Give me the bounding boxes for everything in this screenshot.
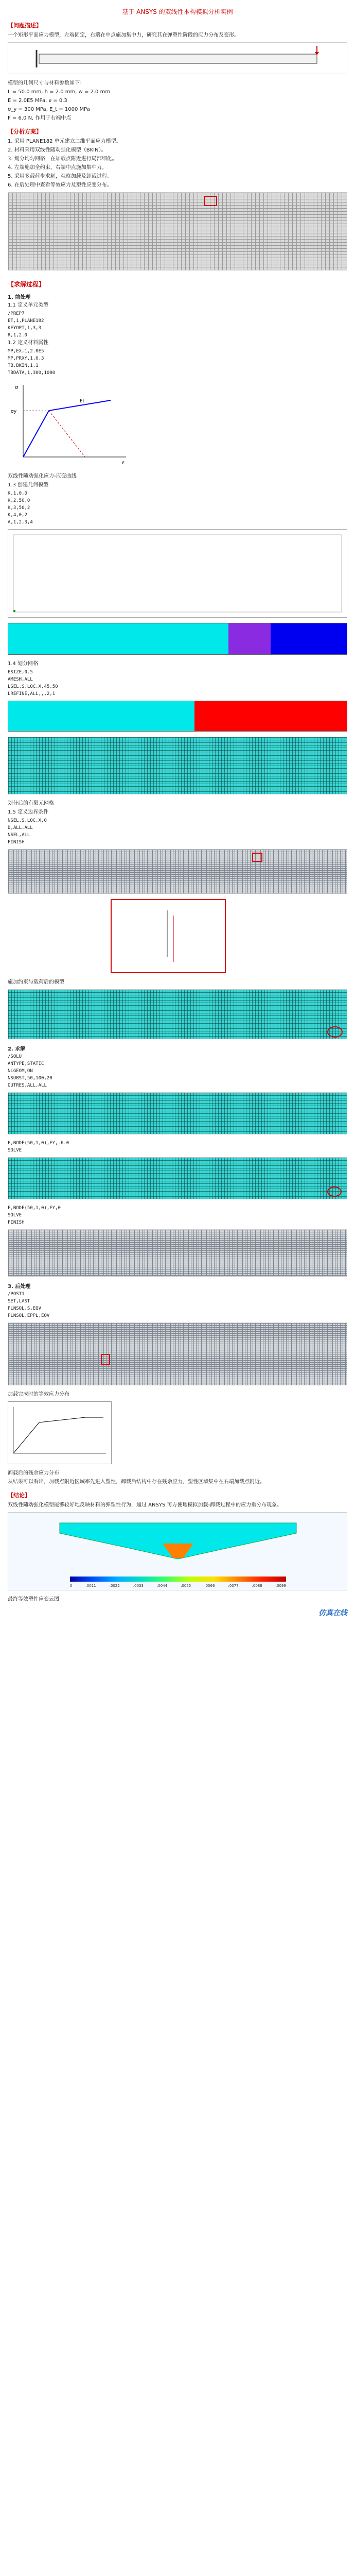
load-step-mesh-image	[8, 1092, 347, 1134]
contour-legend-bar	[70, 1577, 286, 1582]
code-line: OUTRES,ALL,ALL	[8, 1083, 47, 1088]
footer-logo: 仿真在线	[318, 1609, 347, 1617]
plastic-zone-highlight	[327, 1026, 343, 1038]
problem-heading: 【问题描述】	[8, 22, 42, 29]
conclusion-heading: 【结论】	[8, 1492, 30, 1499]
code-line: NSEL,ALL	[8, 833, 30, 838]
code-line: A,1,2,3,4	[8, 520, 33, 525]
code-line: AMESH,ALL	[8, 677, 33, 682]
keypoint-marker	[13, 610, 15, 612]
final-contour-image	[8, 1512, 347, 1590]
code-line: MP,PRXY,1,0.3	[8, 356, 44, 361]
code-line: FINISH	[8, 840, 25, 845]
material-region-image	[8, 623, 347, 655]
code-line: K,1,0,0	[8, 491, 27, 496]
code-line: ET,1,PLANE182	[8, 318, 44, 324]
unload-mesh-image	[8, 1229, 347, 1277]
code-line: MP,EX,1,2.0E5	[8, 349, 44, 354]
contour-legend-values	[70, 1584, 286, 1588]
two-region-image	[8, 701, 347, 732]
code-line: PLNSOL,S,EQV	[8, 1306, 42, 1311]
code-line: SOLVE	[8, 1213, 22, 1218]
code-line: TBDATA,1,300,1000	[8, 370, 56, 376]
step1-4-heading: 1.4 划分网格	[8, 661, 39, 667]
param-line: E = 2.0E5 MPa, ν = 0.3	[8, 98, 67, 104]
region-blue	[271, 623, 347, 654]
step1-heading: 1. 前处理	[8, 295, 31, 300]
code-line: SET,LAST	[8, 1299, 30, 1304]
legend-value: .0099	[275, 1584, 286, 1588]
beam-schematic-svg	[8, 43, 347, 74]
code-line: NLGEOM,ON	[8, 1069, 33, 1074]
code-line: /SOLU	[8, 1054, 22, 1059]
analysis-item: 4. 左端施加全约束，右端中点施加集中力。	[8, 165, 107, 171]
eps-axis-label: ε	[122, 460, 125, 466]
code-line: F,NODE(50,1,0),FY,0	[8, 1206, 61, 1211]
document-page	[8, 0, 347, 1618]
code-line: D,ALL,ALL	[8, 825, 33, 831]
stress-strain-figure	[8, 380, 131, 467]
code-line: TB,BKIN,1,1	[8, 363, 39, 368]
param-line: F = 6.0 N, 作用于右端中点	[8, 115, 72, 121]
code-line: K,2,50,0	[8, 498, 30, 503]
code-line: ANTYPE,STATIC	[8, 1061, 44, 1066]
stress-strain-caption: 双线性随动强化应力-应变曲线	[8, 473, 77, 479]
step1-1-heading: 1.1 定义单元类型	[8, 302, 49, 308]
result-plot-svg	[8, 1402, 110, 1463]
sigma-axis-label: σ	[15, 385, 19, 391]
analysis-item: 1. 采用 PLANE182 单元建立二维平面应力模型。	[8, 139, 121, 144]
legend-value: .0044	[157, 1584, 168, 1588]
step1-5-heading: 1.5 定义边界条件	[8, 809, 49, 815]
legend-value: .0066	[204, 1584, 215, 1588]
doc-title: 基于 ANSYS 的双线性本构模拟分析实例	[122, 8, 233, 15]
code-line: R,1,2.0	[8, 333, 27, 338]
result-highlight-box	[101, 1354, 110, 1365]
code-line: LREFINE,ALL,,,2,1	[8, 691, 56, 697]
legend-value: .0055	[181, 1584, 191, 1588]
result-plot-image	[8, 1401, 112, 1464]
code-line: K,3,50,2	[8, 505, 30, 511]
step3-heading: 3. 后处理	[8, 1284, 31, 1290]
step1-3-heading: 1.3 创建几何模型	[8, 482, 49, 488]
et-label: Et	[80, 399, 85, 404]
beam-shape	[39, 54, 317, 63]
mesh-caption: 划分后的有限元网格	[8, 801, 54, 806]
result-caption-1: 加载完成时的等效应力分布	[8, 1392, 69, 1397]
code-line: /PREP7	[8, 311, 25, 316]
geometry-outline	[13, 535, 342, 612]
steps-heading: 【求解过程】	[8, 281, 45, 288]
solve-zone-highlight	[327, 1187, 342, 1197]
final-contour-svg	[8, 1513, 347, 1569]
problem-text: 一个矩形平面应力模型，左端固定，右端在中点施加集中力，研究其在弹塑性阶段的应力分布及变形。	[8, 32, 239, 38]
code-line: SOLVE	[8, 1148, 22, 1153]
stress-strain-svg	[8, 380, 131, 467]
analysis-heading: 【分析方案】	[8, 128, 42, 135]
bc-caption: 施加约束与载荷后的模型	[8, 979, 64, 985]
code-line: NSUBST,50,100,20	[8, 1076, 52, 1081]
code-line: F,NODE(50,1,0),FY,-6.0	[8, 1141, 69, 1146]
legend-value: .0022	[109, 1584, 120, 1588]
conclusion-text: 双线性随动强化模型能够较好地反映材料的弹塑性行为，通过 ANSYS 可方便地模拟加载-卸载过程中的应力重分布现象。	[8, 1502, 282, 1508]
figure1-caption: 模型的几何尺寸与材料参数如下：	[8, 80, 85, 86]
step2-heading: 2. 求解	[8, 1046, 26, 1052]
solve-mesh-image	[8, 1157, 347, 1199]
legend-value: 0	[70, 1584, 73, 1588]
final-caption: 最终等效塑性应变云图	[8, 1597, 59, 1602]
bc-mesh-image	[8, 849, 347, 894]
bilinear-curve	[23, 400, 111, 457]
code-line: NSEL,S,LOC,X,0	[8, 818, 47, 823]
code-line: KEYOPT,1,3,3	[8, 326, 42, 331]
analysis-item: 5. 采用多载荷步求解，观察加载及卸载过程。	[8, 174, 112, 179]
code-line: LSEL,S,LOC,X,45,50	[8, 684, 58, 689]
analysis-item: 6. 在后处理中查看等效应力及塑性应变分布。	[8, 182, 112, 188]
region-cyan	[8, 623, 228, 654]
param-line: σ_y = 300 MPa, E_t = 1000 MPa	[8, 107, 90, 112]
unload-line	[49, 411, 85, 457]
region-cyan-left	[8, 701, 194, 731]
param-line: L = 50.0 mm, h = 2.0 mm, w = 2.0 mm	[8, 89, 111, 95]
step1-2-heading: 1.2 定义材料属性	[8, 340, 49, 346]
result-text: 从结果可以看出，加载点附近区域率先进入塑性，卸载后结构中存在残余应力，塑性区域集中在右端加载点附近。	[8, 1479, 265, 1485]
region-purple	[228, 623, 271, 654]
code-line: /POST1	[8, 1292, 25, 1297]
region-red-right	[194, 701, 347, 731]
result-stress-image	[8, 1323, 347, 1385]
legend-value: .0033	[133, 1584, 144, 1588]
bc-detail-image	[111, 899, 226, 973]
bc-highlight-box	[252, 853, 262, 862]
analysis-item: 2. 材料采用双线性随动强化模型（BKIN）。	[8, 147, 106, 153]
code-line: PLNSOL,EPPL,EQV	[8, 1313, 50, 1318]
code-line: FINISH	[8, 1220, 25, 1225]
mesh-overview-image	[8, 192, 347, 270]
code-line: K,4,0,2	[8, 513, 27, 518]
beam-schematic-figure	[8, 42, 347, 74]
legend-value: .0011	[85, 1584, 96, 1588]
result-caption-2: 卸载后的残余应力分布	[8, 1470, 59, 1476]
deformed-mesh-image	[8, 989, 347, 1039]
mesh-image	[8, 737, 347, 794]
geometry-image	[8, 529, 347, 618]
geometry-svg	[8, 530, 347, 617]
legend-value: .0088	[252, 1584, 262, 1588]
legend-value: .0077	[228, 1584, 239, 1588]
analysis-item: 3. 划分均匀网格，在加载点附近进行局部细化。	[8, 156, 117, 162]
sy-label: σy	[11, 409, 17, 414]
result-plot-line	[13, 1417, 103, 1453]
code-line: ESIZE,0.5	[8, 670, 33, 675]
bc-detail-svg	[112, 900, 223, 970]
refine-highlight-box	[204, 196, 217, 206]
